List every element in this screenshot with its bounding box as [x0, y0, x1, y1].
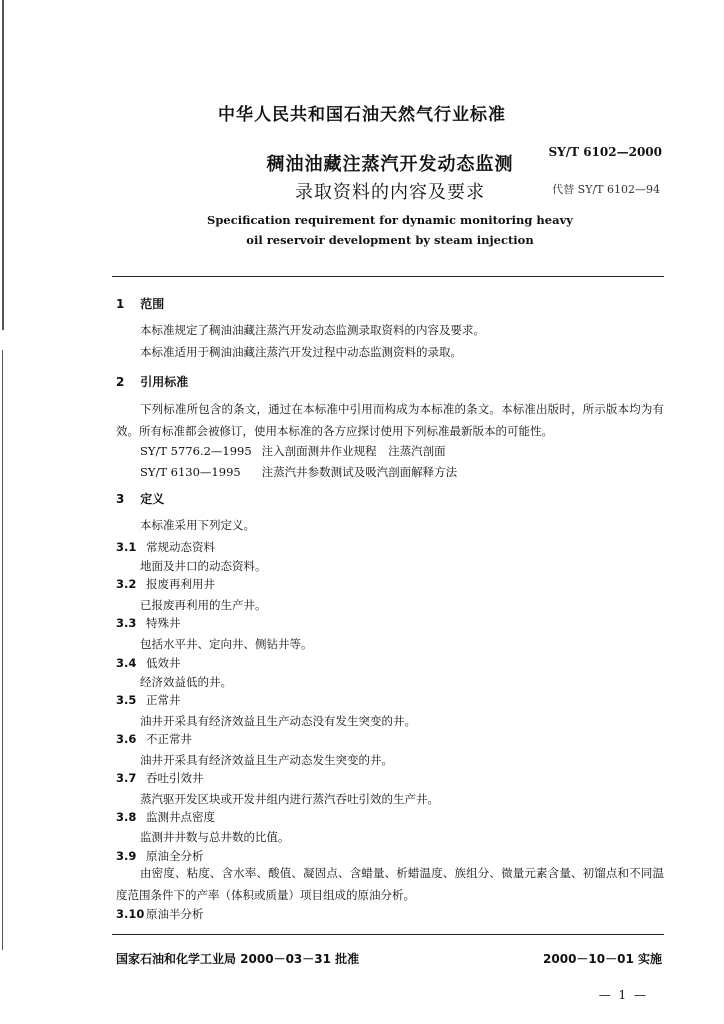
reference-title: 注入剖面测井作业规程 注蒸汽剖面: [261, 444, 446, 458]
section-title: 引用标准: [140, 375, 189, 389]
reference-item: [140, 464, 457, 480]
definition-heading: [116, 906, 204, 922]
definition-heading: [116, 770, 204, 786]
section-heading-2: [116, 373, 188, 390]
definition-text: 由密度、粘度、含水率、酸值、凝固点、含蜡量、析蜡温度、族组分、微量元素含量、初馏点和不同温度范围条件下的产率（体积或质量）项目组成的原油分析。: [116, 866, 664, 902]
definition-text: 蒸汽驱开发区块或开发井组内进行蒸汽吞吐引效的生产井。: [140, 792, 439, 806]
definition-term: 低效井: [146, 656, 181, 670]
section-number: 1: [116, 297, 125, 311]
definition-heading: [116, 655, 181, 671]
standard-number: SY/T 6102—2000: [548, 145, 662, 159]
definition-term: 正常井: [146, 693, 181, 707]
definition-text: 油井开采具有经济效益且生产动态没有发生突变的井。: [140, 714, 416, 728]
reference-title: 注蒸汽井参数测试及吸汽剖面解释方法: [261, 465, 458, 479]
definition-term: 监测井点密度: [146, 810, 216, 824]
section-heading-3: [116, 490, 164, 507]
definition-term: 吞吐引效井: [146, 771, 204, 785]
definition-number: 3.9: [116, 849, 137, 863]
paragraph: 本标准适用于稠油油藏注蒸汽开发过程中动态监测资料的录取。: [140, 345, 462, 359]
reference-code: SY/T 5776.2—1995: [140, 444, 252, 458]
definition-text: 监测井井数与总井数的比值。: [140, 830, 290, 844]
definition-number: 3.7: [116, 771, 137, 785]
definition-heading: [116, 731, 192, 747]
definition-number: 3.10: [116, 907, 145, 921]
definition-term: 特殊井: [146, 616, 181, 630]
definition-text: 油井开采具有经济效益且生产动态发生突变的井。: [140, 753, 393, 767]
title-en-line2: oil reservoir development by steam injection: [246, 233, 534, 247]
scan-edge-mark: [2, 350, 3, 950]
definition-term: 原油全分析: [146, 849, 204, 863]
definition-heading: [116, 692, 181, 708]
title-cn-line1: 稠油油藏注蒸汽开发动态监测: [266, 154, 514, 175]
definition-text: 经济效益低的井。: [140, 675, 232, 689]
definition-text: 地面及井口的动态资料。: [140, 559, 267, 573]
section-title: 定义: [140, 492, 165, 506]
definition-number: 3.3: [116, 616, 137, 630]
section-number: 2: [116, 375, 125, 389]
reference-code: SY/T 6130—1995: [140, 465, 241, 479]
approval-date: 国家石油和化学工业局 2000－03－31 批准: [116, 952, 360, 966]
issuing-organization: 中华人民共和国石油天然气行业标准: [218, 105, 506, 125]
replaces-standard: 代替 SY/T 6102—94: [552, 183, 660, 196]
footer-divider: [112, 934, 664, 935]
definition-heading: [116, 615, 181, 631]
definition-heading: [116, 576, 215, 592]
definition-term: 报废再利用井: [146, 577, 216, 591]
section-number: 3: [116, 492, 125, 506]
page-number: — 1 —: [598, 988, 648, 1002]
definition-text: 已报废再利用的生产井。: [140, 598, 267, 612]
definition-heading: [116, 539, 215, 555]
section-title: 范围: [140, 297, 165, 311]
definition-number: 3.5: [116, 693, 137, 707]
definition-term: 原油半分析: [146, 907, 204, 921]
title-en-line1: Specification requirement for dynamic monitoring heavy: [207, 213, 573, 227]
paragraph: 本标准采用下列定义。: [140, 518, 255, 532]
section-heading-1: [116, 295, 164, 312]
reference-item: [140, 443, 446, 459]
definition-number: 3.1: [116, 540, 137, 554]
definition-number: 3.4: [116, 656, 137, 670]
definition-term: 不正常井: [146, 732, 193, 746]
header-divider: [112, 276, 664, 277]
definition-text: 包括水平井、定向井、侧钻井等。: [140, 637, 313, 651]
definition-heading: [116, 809, 215, 825]
definition-term: 常规动态资料: [146, 540, 216, 554]
title-cn-line2: 录取资料的内容及要求: [295, 182, 485, 203]
definition-number: 3.8: [116, 810, 137, 824]
paragraph: 本标准规定了稠油油藏注蒸汽开发动态监测录取资料的内容及要求。: [140, 323, 485, 337]
effective-date: 2000－10－01 实施: [543, 952, 662, 966]
paragraph: 下列标准所包含的条文，通过在本标准中引用而构成为本标准的条文。本标准出版时，所示版本均为有效。所有标准都会被修订，使用本标准的各方应探讨使用下列标准最新版本的可能性。: [116, 402, 664, 438]
definition-number: 3.6: [116, 732, 137, 746]
definition-number: 3.2: [116, 577, 137, 591]
